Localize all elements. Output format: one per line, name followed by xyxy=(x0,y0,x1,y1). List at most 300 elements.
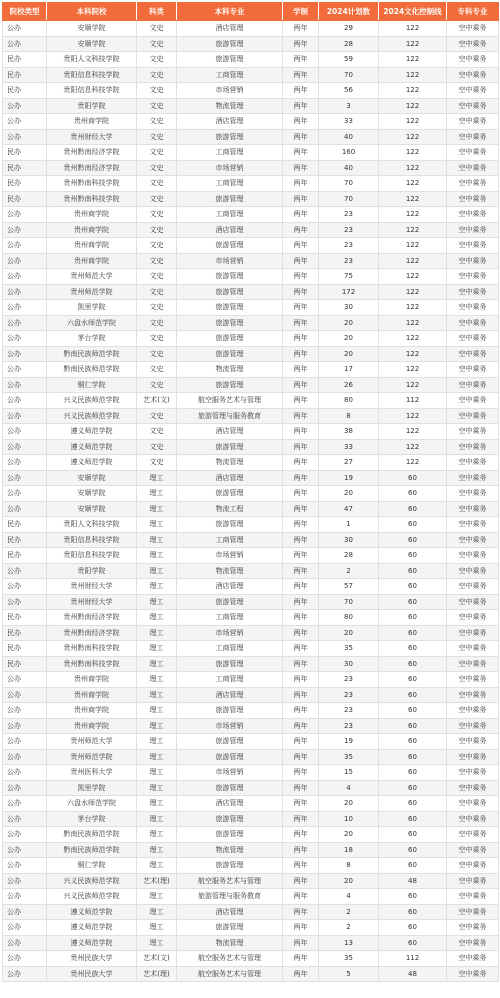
cell-control-line: 60 xyxy=(379,749,447,765)
cell-subject-category: 理工 xyxy=(137,486,177,502)
cell-junior-major: 空中乘务 xyxy=(447,687,499,703)
cell-duration: 两年 xyxy=(283,889,319,905)
cell-undergrad-major: 旅游管理 xyxy=(177,191,283,207)
cell-school-type: 民办 xyxy=(3,641,47,657)
cell-undergrad-major: 物流管理 xyxy=(177,362,283,378)
cell-duration: 两年 xyxy=(283,501,319,517)
cell-plan-count: 80 xyxy=(319,393,379,409)
table-row xyxy=(3,517,499,533)
cell-control-line: 60 xyxy=(379,842,447,858)
cell-undergrad-school: 贵州师范大学 xyxy=(47,734,137,750)
table-row xyxy=(3,904,499,920)
cell-control-line: 122 xyxy=(379,424,447,440)
cell-undergrad-school: 贵州财经大学 xyxy=(47,594,137,610)
cell-subject-category: 文史 xyxy=(137,191,177,207)
cell-subject-category: 理工 xyxy=(137,501,177,517)
cell-undergrad-school: 凯里学院 xyxy=(47,780,137,796)
cell-plan-count: 8 xyxy=(319,408,379,424)
table-row xyxy=(3,858,499,874)
cell-plan-count: 70 xyxy=(319,191,379,207)
header-undergrad-major: 本科专业 xyxy=(177,3,283,21)
table-row xyxy=(3,424,499,440)
table-row xyxy=(3,920,499,936)
cell-undergrad-school: 贵州商学院 xyxy=(47,703,137,719)
cell-undergrad-major: 市场营销 xyxy=(177,83,283,99)
table-row xyxy=(3,873,499,889)
cell-undergrad-school: 遵义师范学院 xyxy=(47,904,137,920)
cell-subject-category: 理工 xyxy=(137,920,177,936)
cell-undergrad-school: 安顺学院 xyxy=(47,486,137,502)
cell-subject-category: 理工 xyxy=(137,780,177,796)
cell-control-line: 60 xyxy=(379,811,447,827)
cell-school-type: 民办 xyxy=(3,67,47,83)
cell-control-line: 60 xyxy=(379,579,447,595)
cell-undergrad-major: 航空服务艺术与管理 xyxy=(177,873,283,889)
cell-undergrad-major: 旅游管理 xyxy=(177,315,283,331)
cell-undergrad-major: 旅游管理 xyxy=(177,920,283,936)
cell-duration: 两年 xyxy=(283,625,319,641)
cell-undergrad-school: 贵州黔南经济学院 xyxy=(47,160,137,176)
cell-plan-count: 23 xyxy=(319,703,379,719)
table-row xyxy=(3,300,499,316)
table-row xyxy=(3,176,499,192)
cell-school-type: 公办 xyxy=(3,269,47,285)
cell-junior-major: 空中乘务 xyxy=(447,331,499,347)
cell-school-type: 公办 xyxy=(3,408,47,424)
cell-junior-major: 空中乘务 xyxy=(447,114,499,130)
table-row xyxy=(3,269,499,285)
table-row xyxy=(3,207,499,223)
cell-duration: 两年 xyxy=(283,827,319,843)
header-plan-count: 2024计划数 xyxy=(319,3,379,21)
cell-undergrad-major: 旅游管理 xyxy=(177,858,283,874)
cell-undergrad-school: 茅台学院 xyxy=(47,331,137,347)
table-row xyxy=(3,842,499,858)
cell-subject-category: 文史 xyxy=(137,145,177,161)
cell-undergrad-major: 航空服务艺术与管理 xyxy=(177,393,283,409)
cell-control-line: 122 xyxy=(379,362,447,378)
cell-duration: 两年 xyxy=(283,145,319,161)
table-row xyxy=(3,501,499,517)
cell-undergrad-school: 安顺学院 xyxy=(47,36,137,52)
cell-undergrad-major: 航空服务艺术与管理 xyxy=(177,966,283,982)
cell-plan-count: 17 xyxy=(319,362,379,378)
cell-subject-category: 文史 xyxy=(137,129,177,145)
cell-junior-major: 空中乘务 xyxy=(447,563,499,579)
cell-school-type: 民办 xyxy=(3,160,47,176)
cell-plan-count: 28 xyxy=(319,548,379,564)
cell-duration: 两年 xyxy=(283,284,319,300)
cell-undergrad-major: 市场营销 xyxy=(177,253,283,269)
cell-plan-count: 30 xyxy=(319,300,379,316)
cell-duration: 两年 xyxy=(283,52,319,68)
cell-school-type: 公办 xyxy=(3,114,47,130)
cell-school-type: 民办 xyxy=(3,145,47,161)
cell-undergrad-school: 贵州师范学院 xyxy=(47,284,137,300)
cell-plan-count: 20 xyxy=(319,796,379,812)
cell-control-line: 60 xyxy=(379,610,447,626)
cell-school-type: 公办 xyxy=(3,842,47,858)
cell-school-type: 公办 xyxy=(3,811,47,827)
cell-plan-count: 23 xyxy=(319,222,379,238)
cell-duration: 两年 xyxy=(283,718,319,734)
cell-junior-major: 空中乘务 xyxy=(447,52,499,68)
table-row xyxy=(3,377,499,393)
cell-subject-category: 理工 xyxy=(137,749,177,765)
cell-plan-count: 29 xyxy=(319,21,379,37)
cell-school-type: 公办 xyxy=(3,346,47,362)
header-junior-major: 专科专业 xyxy=(447,3,499,21)
cell-school-type: 民办 xyxy=(3,83,47,99)
cell-control-line: 122 xyxy=(379,67,447,83)
cell-school-type: 公办 xyxy=(3,207,47,223)
cell-undergrad-school: 贵州师范学院 xyxy=(47,749,137,765)
cell-plan-count: 4 xyxy=(319,780,379,796)
cell-subject-category: 文史 xyxy=(137,269,177,285)
cell-junior-major: 空中乘务 xyxy=(447,98,499,114)
cell-subject-category: 文史 xyxy=(137,207,177,223)
cell-control-line: 60 xyxy=(379,904,447,920)
cell-subject-category: 艺术(文) xyxy=(137,951,177,967)
table-row xyxy=(3,67,499,83)
cell-undergrad-major: 酒店管理 xyxy=(177,424,283,440)
cell-subject-category: 理工 xyxy=(137,563,177,579)
cell-control-line: 122 xyxy=(379,176,447,192)
cell-duration: 两年 xyxy=(283,749,319,765)
cell-duration: 两年 xyxy=(283,238,319,254)
cell-control-line: 48 xyxy=(379,873,447,889)
cell-plan-count: 35 xyxy=(319,641,379,657)
cell-control-line: 122 xyxy=(379,455,447,471)
table-row xyxy=(3,734,499,750)
table-row xyxy=(3,827,499,843)
cell-subject-category: 理工 xyxy=(137,579,177,595)
cell-subject-category: 文史 xyxy=(137,346,177,362)
cell-control-line: 60 xyxy=(379,796,447,812)
table-row xyxy=(3,331,499,347)
plan-table-container xyxy=(2,2,498,982)
cell-junior-major: 空中乘务 xyxy=(447,734,499,750)
cell-school-type: 公办 xyxy=(3,687,47,703)
cell-undergrad-school: 贵州民族大学 xyxy=(47,951,137,967)
cell-duration: 两年 xyxy=(283,315,319,331)
cell-junior-major: 空中乘务 xyxy=(447,393,499,409)
cell-undergrad-school: 贵阳人文科技学院 xyxy=(47,517,137,533)
cell-duration: 两年 xyxy=(283,563,319,579)
cell-undergrad-major: 旅游管理 xyxy=(177,346,283,362)
cell-junior-major: 空中乘务 xyxy=(447,951,499,967)
cell-school-type: 公办 xyxy=(3,238,47,254)
cell-duration: 两年 xyxy=(283,176,319,192)
cell-undergrad-school: 六盘水师范学院 xyxy=(47,796,137,812)
cell-duration: 两年 xyxy=(283,253,319,269)
cell-school-type: 公办 xyxy=(3,501,47,517)
cell-junior-major: 空中乘务 xyxy=(447,532,499,548)
cell-school-type: 公办 xyxy=(3,377,47,393)
cell-control-line: 112 xyxy=(379,951,447,967)
cell-school-type: 公办 xyxy=(3,439,47,455)
cell-school-type: 公办 xyxy=(3,455,47,471)
cell-junior-major: 空中乘务 xyxy=(447,610,499,626)
cell-undergrad-major: 旅游管理 xyxy=(177,656,283,672)
cell-undergrad-school: 遵义师范学院 xyxy=(47,455,137,471)
cell-junior-major: 空中乘务 xyxy=(447,641,499,657)
cell-junior-major: 空中乘务 xyxy=(447,36,499,52)
cell-subject-category: 文史 xyxy=(137,331,177,347)
cell-junior-major: 空中乘务 xyxy=(447,222,499,238)
cell-subject-category: 理工 xyxy=(137,718,177,734)
cell-plan-count: 19 xyxy=(319,470,379,486)
cell-subject-category: 文史 xyxy=(137,83,177,99)
cell-control-line: 60 xyxy=(379,920,447,936)
cell-undergrad-school: 贵州黔南经济学院 xyxy=(47,610,137,626)
cell-subject-category: 理工 xyxy=(137,796,177,812)
cell-junior-major: 空中乘务 xyxy=(447,315,499,331)
cell-junior-major: 空中乘务 xyxy=(447,920,499,936)
cell-subject-category: 理工 xyxy=(137,470,177,486)
cell-undergrad-school: 贵州商学院 xyxy=(47,207,137,223)
cell-junior-major: 空中乘务 xyxy=(447,858,499,874)
cell-control-line: 60 xyxy=(379,548,447,564)
cell-junior-major: 空中乘务 xyxy=(447,517,499,533)
cell-control-line: 122 xyxy=(379,207,447,223)
table-row xyxy=(3,687,499,703)
cell-duration: 两年 xyxy=(283,594,319,610)
cell-subject-category: 文史 xyxy=(137,52,177,68)
cell-subject-category: 文史 xyxy=(137,253,177,269)
cell-duration: 两年 xyxy=(283,300,319,316)
table-row xyxy=(3,393,499,409)
cell-subject-category: 理工 xyxy=(137,641,177,657)
cell-junior-major: 空中乘务 xyxy=(447,424,499,440)
cell-school-type: 民办 xyxy=(3,625,47,641)
cell-subject-category: 文史 xyxy=(137,408,177,424)
table-row xyxy=(3,749,499,765)
cell-undergrad-school: 贵州商学院 xyxy=(47,718,137,734)
cell-junior-major: 空中乘务 xyxy=(447,703,499,719)
cell-junior-major: 空中乘务 xyxy=(447,486,499,502)
cell-plan-count: 35 xyxy=(319,951,379,967)
table-row xyxy=(3,889,499,905)
table-row xyxy=(3,935,499,951)
cell-duration: 两年 xyxy=(283,331,319,347)
cell-subject-category: 理工 xyxy=(137,889,177,905)
cell-subject-category: 理工 xyxy=(137,687,177,703)
cell-undergrad-major: 旅游管理 xyxy=(177,284,283,300)
cell-undergrad-major: 酒店管理 xyxy=(177,222,283,238)
cell-undergrad-major: 旅游管理 xyxy=(177,129,283,145)
cell-school-type: 民办 xyxy=(3,191,47,207)
table-row xyxy=(3,951,499,967)
cell-control-line: 60 xyxy=(379,734,447,750)
cell-control-line: 122 xyxy=(379,300,447,316)
table-row xyxy=(3,780,499,796)
cell-undergrad-major: 旅游管理 xyxy=(177,594,283,610)
cell-undergrad-major: 市场营销 xyxy=(177,625,283,641)
cell-duration: 两年 xyxy=(283,129,319,145)
cell-undergrad-major: 旅游管理 xyxy=(177,811,283,827)
cell-subject-category: 理工 xyxy=(137,734,177,750)
cell-undergrad-major: 旅游管理 xyxy=(177,780,283,796)
cell-subject-category: 理工 xyxy=(137,672,177,688)
cell-subject-category: 艺术(理) xyxy=(137,873,177,889)
cell-school-type: 民办 xyxy=(3,548,47,564)
cell-undergrad-school: 遵义师范学院 xyxy=(47,439,137,455)
table-row xyxy=(3,52,499,68)
cell-control-line: 112 xyxy=(379,393,447,409)
cell-junior-major: 空中乘务 xyxy=(447,811,499,827)
cell-undergrad-school: 安顺学院 xyxy=(47,21,137,37)
cell-control-line: 60 xyxy=(379,563,447,579)
cell-school-type: 公办 xyxy=(3,594,47,610)
cell-undergrad-school: 贵州民族大学 xyxy=(47,966,137,982)
table-row xyxy=(3,36,499,52)
cell-plan-count: 23 xyxy=(319,687,379,703)
table-row xyxy=(3,455,499,471)
cell-control-line: 60 xyxy=(379,889,447,905)
cell-control-line: 122 xyxy=(379,222,447,238)
cell-plan-count: 75 xyxy=(319,269,379,285)
cell-school-type: 公办 xyxy=(3,470,47,486)
cell-subject-category: 理工 xyxy=(137,842,177,858)
cell-duration: 两年 xyxy=(283,641,319,657)
cell-duration: 两年 xyxy=(283,935,319,951)
table-row xyxy=(3,703,499,719)
cell-plan-count: 33 xyxy=(319,439,379,455)
cell-subject-category: 文史 xyxy=(137,238,177,254)
cell-school-type: 民办 xyxy=(3,517,47,533)
cell-control-line: 122 xyxy=(379,439,447,455)
cell-plan-count: 15 xyxy=(319,765,379,781)
cell-control-line: 122 xyxy=(379,346,447,362)
cell-school-type: 公办 xyxy=(3,780,47,796)
cell-subject-category: 理工 xyxy=(137,827,177,843)
cell-duration: 两年 xyxy=(283,703,319,719)
cell-control-line: 60 xyxy=(379,765,447,781)
cell-subject-category: 理工 xyxy=(137,594,177,610)
cell-plan-count: 23 xyxy=(319,718,379,734)
cell-school-type: 民办 xyxy=(3,610,47,626)
cell-subject-category: 文史 xyxy=(137,377,177,393)
cell-undergrad-major: 工商管理 xyxy=(177,145,283,161)
cell-school-type: 公办 xyxy=(3,749,47,765)
cell-school-type: 公办 xyxy=(3,486,47,502)
table-header-row xyxy=(3,3,499,21)
cell-undergrad-major: 旅游管理 xyxy=(177,269,283,285)
cell-subject-category: 文史 xyxy=(137,284,177,300)
table-row xyxy=(3,486,499,502)
cell-duration: 两年 xyxy=(283,346,319,362)
cell-control-line: 48 xyxy=(379,966,447,982)
cell-school-type: 公办 xyxy=(3,362,47,378)
cell-undergrad-school: 贵州商学院 xyxy=(47,238,137,254)
cell-undergrad-school: 安顺学院 xyxy=(47,501,137,517)
cell-plan-count: 20 xyxy=(319,827,379,843)
cell-junior-major: 空中乘务 xyxy=(447,827,499,843)
cell-undergrad-school: 黔南民族师范学院 xyxy=(47,346,137,362)
cell-school-type: 公办 xyxy=(3,920,47,936)
cell-undergrad-major: 市场营销 xyxy=(177,765,283,781)
cell-plan-count: 20 xyxy=(319,346,379,362)
cell-junior-major: 空中乘务 xyxy=(447,408,499,424)
cell-subject-category: 文史 xyxy=(137,424,177,440)
table-row xyxy=(3,114,499,130)
cell-school-type: 公办 xyxy=(3,734,47,750)
cell-junior-major: 空中乘务 xyxy=(447,145,499,161)
cell-subject-category: 文史 xyxy=(137,455,177,471)
cell-plan-count: 20 xyxy=(319,873,379,889)
cell-plan-count: 40 xyxy=(319,129,379,145)
cell-plan-count: 23 xyxy=(319,672,379,688)
cell-undergrad-school: 贵州黔南科技学院 xyxy=(47,641,137,657)
cell-school-type: 公办 xyxy=(3,253,47,269)
cell-undergrad-major: 市场营销 xyxy=(177,548,283,564)
cell-undergrad-major: 旅游管理 xyxy=(177,238,283,254)
cell-control-line: 60 xyxy=(379,594,447,610)
table-row xyxy=(3,548,499,564)
table-row xyxy=(3,563,499,579)
cell-duration: 两年 xyxy=(283,424,319,440)
cell-school-type: 公办 xyxy=(3,935,47,951)
cell-duration: 两年 xyxy=(283,765,319,781)
cell-junior-major: 空中乘务 xyxy=(447,935,499,951)
cell-junior-major: 空中乘务 xyxy=(447,362,499,378)
cell-undergrad-school: 贵州商学院 xyxy=(47,672,137,688)
cell-undergrad-major: 酒店管理 xyxy=(177,687,283,703)
table-row xyxy=(3,238,499,254)
cell-subject-category: 理工 xyxy=(137,703,177,719)
cell-undergrad-school: 铜仁学院 xyxy=(47,858,137,874)
cell-plan-count: 2 xyxy=(319,563,379,579)
cell-control-line: 60 xyxy=(379,672,447,688)
cell-undergrad-school: 铜仁学院 xyxy=(47,377,137,393)
cell-control-line: 60 xyxy=(379,858,447,874)
cell-undergrad-major: 酒店管理 xyxy=(177,470,283,486)
cell-undergrad-school: 六盘水师范学院 xyxy=(47,315,137,331)
cell-duration: 两年 xyxy=(283,532,319,548)
cell-junior-major: 空中乘务 xyxy=(447,594,499,610)
cell-duration: 两年 xyxy=(283,269,319,285)
cell-undergrad-school: 贵州商学院 xyxy=(47,114,137,130)
cell-plan-count: 3 xyxy=(319,98,379,114)
cell-control-line: 122 xyxy=(379,408,447,424)
table-row xyxy=(3,83,499,99)
cell-subject-category: 艺术(理) xyxy=(137,966,177,982)
cell-duration: 两年 xyxy=(283,796,319,812)
cell-plan-count: 70 xyxy=(319,67,379,83)
cell-plan-count: 26 xyxy=(319,377,379,393)
cell-plan-count: 57 xyxy=(319,579,379,595)
cell-junior-major: 空中乘务 xyxy=(447,176,499,192)
cell-school-type: 公办 xyxy=(3,858,47,874)
cell-duration: 两年 xyxy=(283,377,319,393)
cell-duration: 两年 xyxy=(283,393,319,409)
cell-control-line: 122 xyxy=(379,98,447,114)
cell-plan-count: 10 xyxy=(319,811,379,827)
cell-undergrad-major: 物流工程 xyxy=(177,501,283,517)
cell-control-line: 60 xyxy=(379,703,447,719)
cell-undergrad-major: 旅游管理 xyxy=(177,439,283,455)
cell-school-type: 公办 xyxy=(3,672,47,688)
cell-junior-major: 空中乘务 xyxy=(447,765,499,781)
cell-school-type: 公办 xyxy=(3,393,47,409)
cell-plan-count: 59 xyxy=(319,52,379,68)
cell-school-type: 民办 xyxy=(3,52,47,68)
table-row xyxy=(3,610,499,626)
cell-undergrad-school: 贵阳学院 xyxy=(47,563,137,579)
cell-control-line: 60 xyxy=(379,625,447,641)
cell-plan-count: 18 xyxy=(319,842,379,858)
